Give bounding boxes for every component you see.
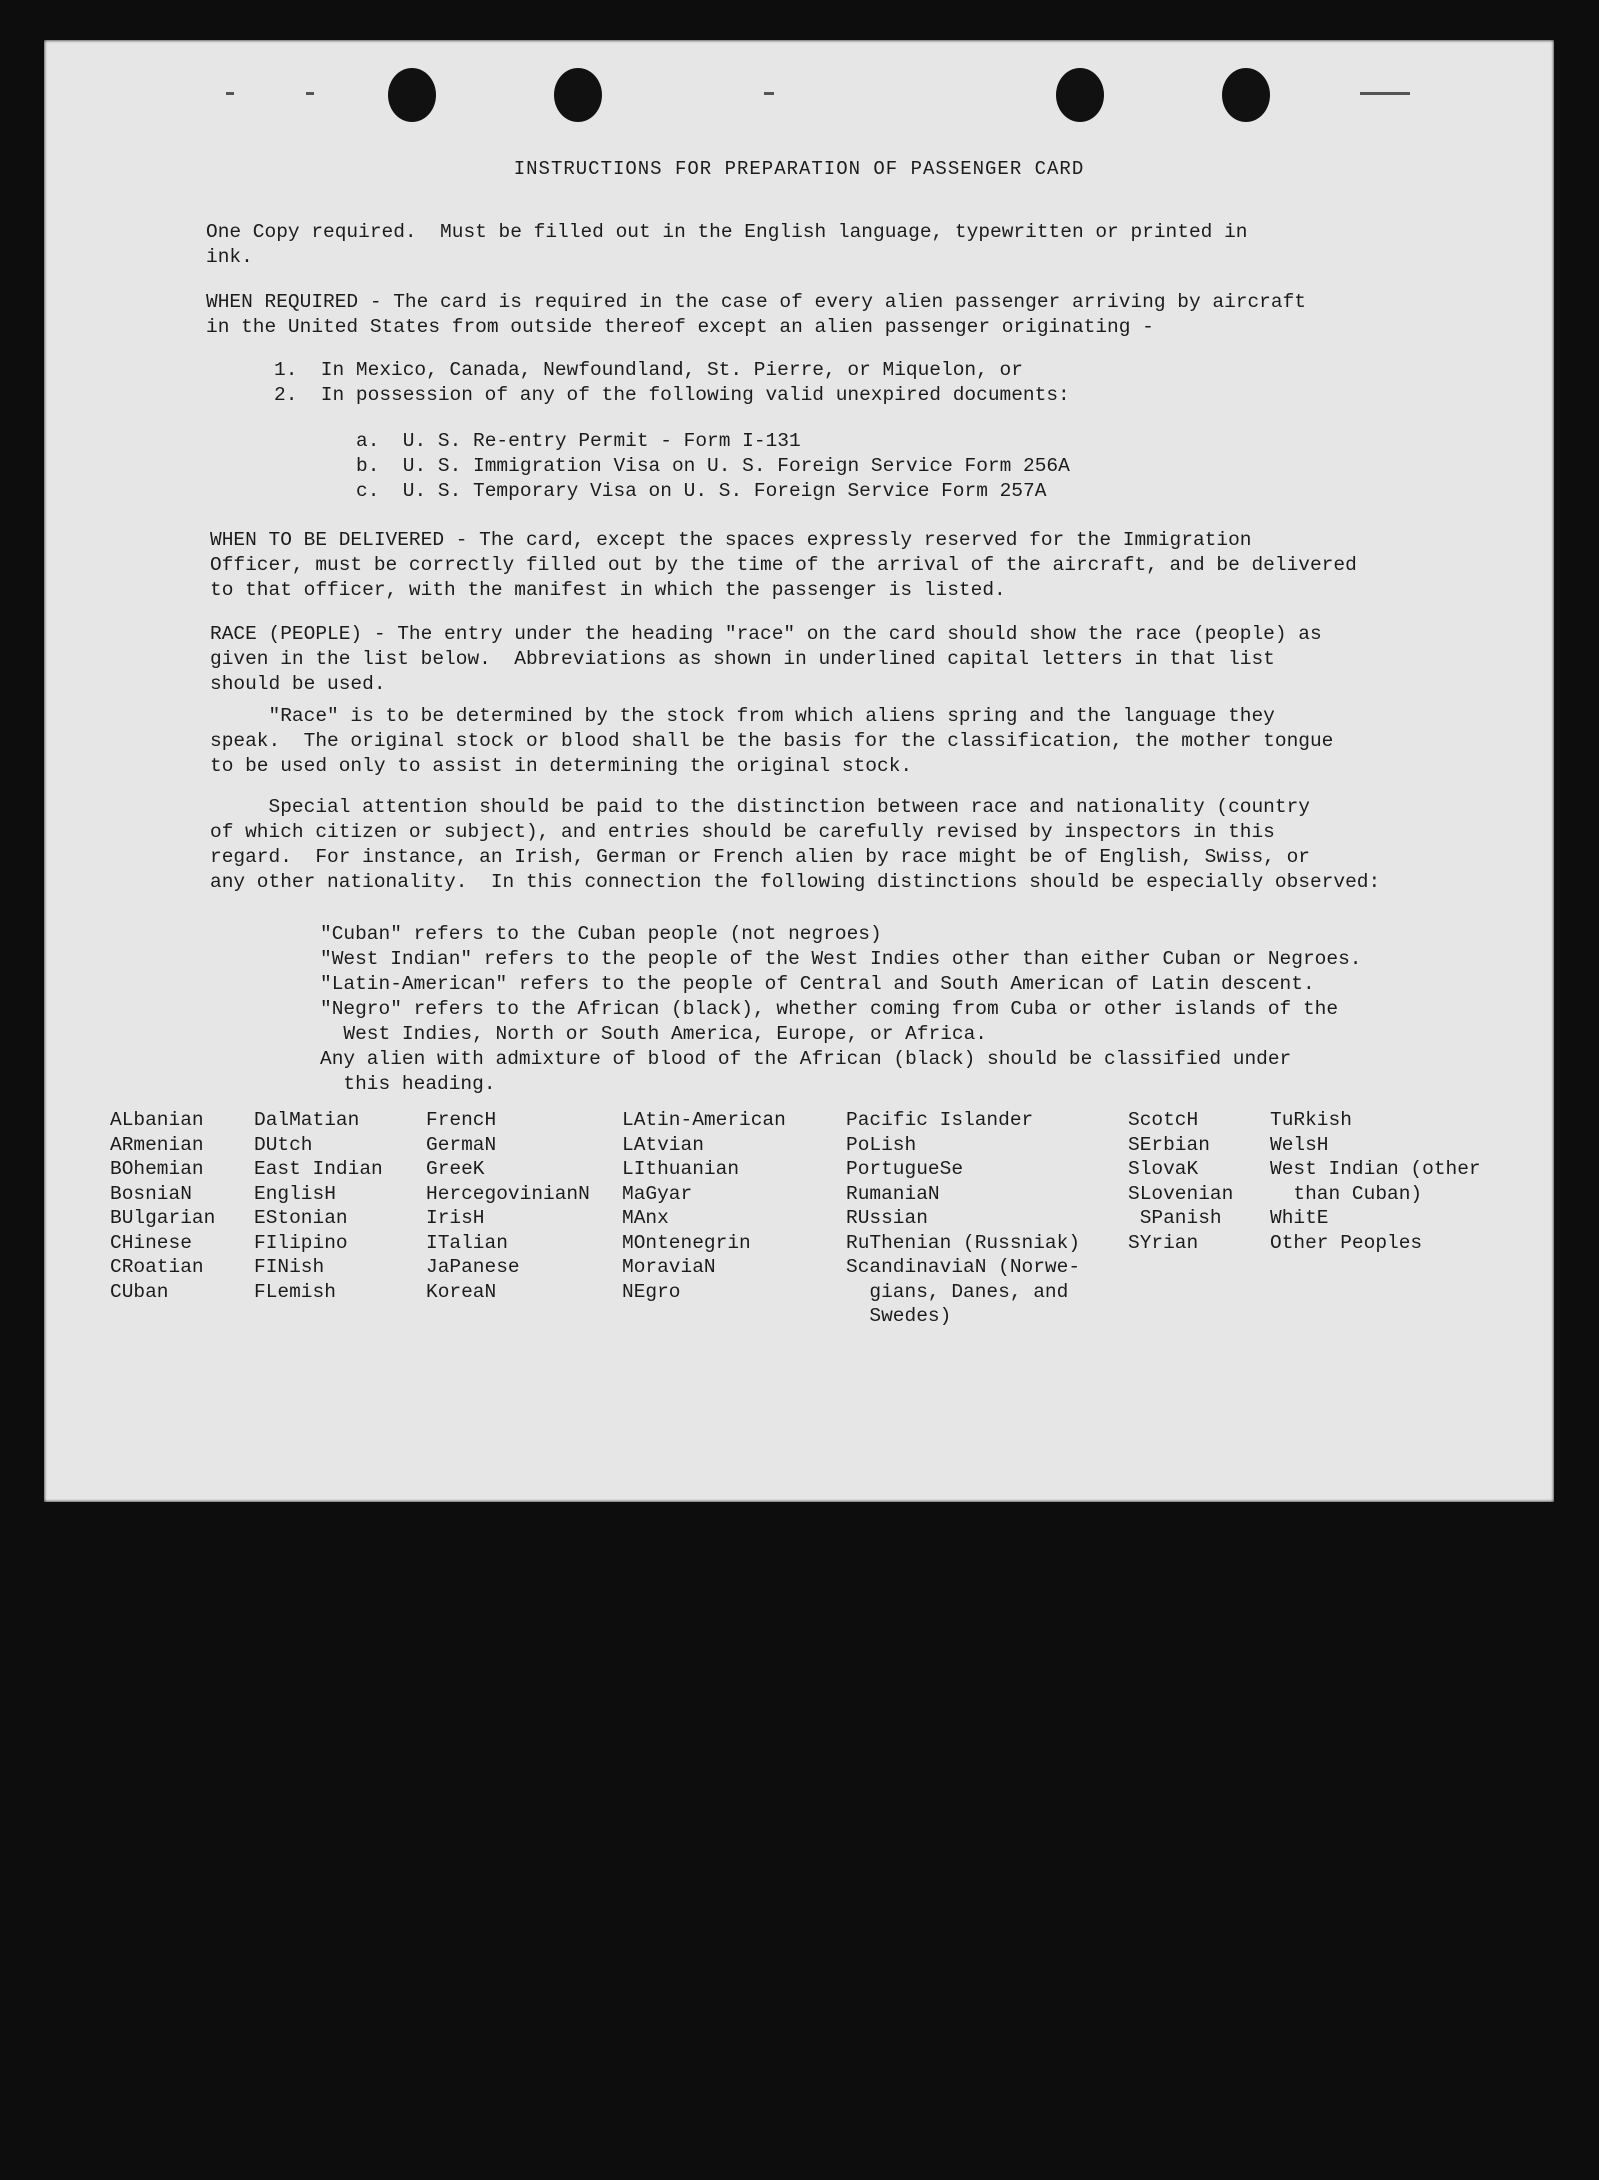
race-entry: MoraviaN bbox=[622, 1256, 716, 1278]
punch-hole bbox=[388, 68, 436, 122]
race-column bbox=[1270, 1108, 1481, 1255]
distinctions-list: "Cuban" refers to the Cuban people (not negroes) "West Indian" refers to the people of the West Indies other than either Cuban or Negroes. "Latin-American" refers to the people of Central and South American of Latin descent. "Negro" refers to the African (black), whether coming from Cuba or other islands of the West Indies, North or South America, Europe, or Africa. Any alien with admixture of blood of the African (black) should be classified under this heading. bbox=[320, 923, 1362, 1095]
race-entry: JaPanese bbox=[426, 1256, 520, 1278]
race-entry: East Indian bbox=[254, 1158, 383, 1180]
race-entry: Other Peoples bbox=[1270, 1231, 1423, 1254]
race-entry: LAtvian bbox=[622, 1133, 704, 1156]
race-entry: FLemish bbox=[254, 1280, 336, 1303]
race-entry: FIlipino bbox=[254, 1231, 348, 1254]
race-entry: CHinese bbox=[110, 1231, 192, 1254]
race-entry: ITalian bbox=[426, 1231, 508, 1254]
race-entry: SYrian bbox=[1128, 1231, 1199, 1254]
race-entry: ScotcH bbox=[1128, 1109, 1199, 1131]
punch-hole bbox=[554, 68, 602, 122]
punch-hole bbox=[1056, 68, 1104, 122]
race-entry: ALbanian bbox=[110, 1109, 204, 1131]
origin-conditions-list: 1. In Mexico, Canada, Newfoundland, St. Pierre, or Miquelon, or 2. In possession of any of the following valid unexpired documents: bbox=[274, 359, 1070, 406]
race-entry: FrencH bbox=[426, 1109, 497, 1131]
documents-list: a. U. S. Re-entry Permit - Form I-131 b. U. S. Immigration Visa on U. S. Foreign Service Form 256A c. U. S. Temporary Visa on U. S. Foreign Service Form 257A bbox=[356, 430, 1070, 502]
race-entry: EStonian bbox=[254, 1207, 348, 1229]
race-definition-paragraph: "Race" is to be determined by the stock from which aliens spring and the language they speak. The original stock or blood shall be the basis for the classification, the mother tongue to be used only to assist in determining the original stock. bbox=[210, 705, 1334, 777]
punch-mark bbox=[764, 92, 774, 95]
race-entry: FINish bbox=[254, 1256, 325, 1278]
race-entry: GreeK bbox=[426, 1158, 485, 1180]
punch-mark bbox=[226, 92, 234, 95]
race-entry: MaGyar bbox=[622, 1182, 693, 1205]
race-entry: RumaniaN bbox=[846, 1182, 940, 1205]
race-people-paragraph: RACE (PEOPLE) - The entry under the heading "race" on the card should show the race (people) as given in the list below. Abbreviations as shown in underlined capital letters in that list should be used. bbox=[210, 623, 1322, 695]
race-entry: TuRkish bbox=[1270, 1109, 1352, 1131]
punch-mark bbox=[1360, 92, 1410, 95]
race-entry: WelsH bbox=[1270, 1133, 1329, 1156]
race-entry: SlovaK bbox=[1128, 1158, 1199, 1180]
race-entry: KoreaN bbox=[426, 1280, 497, 1303]
race-entry: DalMatian bbox=[254, 1109, 360, 1131]
race-entry: NEgro bbox=[622, 1280, 681, 1303]
race-entry: MAnx bbox=[622, 1207, 669, 1229]
when-required-paragraph: WHEN REQUIRED - The card is required in the case of every alien passenger arriving by aircraft in the United States from outside thereof except an alien passenger originating - bbox=[206, 291, 1306, 338]
race-entry: BOhemian bbox=[110, 1158, 204, 1180]
race-entry: SPanish bbox=[1128, 1207, 1222, 1229]
race-entry: West Indian (other bbox=[1270, 1158, 1481, 1180]
race-entry: EnglisH bbox=[254, 1182, 336, 1205]
race-entry: than Cuban) bbox=[1270, 1182, 1423, 1205]
punch-mark bbox=[306, 92, 314, 95]
race-entry: CUban bbox=[110, 1280, 169, 1303]
when-delivered-paragraph: WHEN TO BE DELIVERED - The card, except the spaces expressly reserved for the Immigration Officer, must be correctly filled out by the time of the arrival of the aircraft, and be delivered to that officer, with the manifest in which the passenger is listed. bbox=[210, 529, 1357, 601]
race-entry: LIthuanian bbox=[622, 1158, 740, 1180]
race-column bbox=[846, 1108, 1080, 1329]
race-entry: BUlgarian bbox=[110, 1207, 216, 1229]
race-column bbox=[1128, 1108, 1233, 1255]
punch-hole bbox=[1222, 68, 1270, 122]
race-column bbox=[622, 1108, 786, 1304]
race-entry: CRoatian bbox=[110, 1256, 204, 1278]
race-entry: gians, Danes, and bbox=[846, 1280, 1069, 1303]
race-column bbox=[110, 1108, 215, 1304]
page-title: INSTRUCTIONS FOR PREPARATION OF PASSENGER CARD bbox=[513, 158, 1085, 180]
race-entry: Pacific Islander bbox=[846, 1109, 1034, 1131]
intro-paragraph: One Copy required. Must be filled out in the English language, typewritten or printed in ink. bbox=[206, 221, 1248, 268]
race-entry: PoLish bbox=[846, 1133, 917, 1156]
race-entry: GermaN bbox=[426, 1133, 497, 1156]
race-column bbox=[426, 1108, 590, 1304]
race-entry: BosniaN bbox=[110, 1182, 192, 1205]
race-entry: Swedes) bbox=[846, 1305, 952, 1327]
race-entry: RuThenian (Russniak) bbox=[846, 1231, 1081, 1254]
race-entry: RUssian bbox=[846, 1207, 928, 1229]
race-entry: DUtch bbox=[254, 1133, 313, 1156]
race-entry: SLovenian bbox=[1128, 1182, 1234, 1205]
race-entry: WhitE bbox=[1270, 1207, 1329, 1229]
race-entry: ARmenian bbox=[110, 1133, 204, 1156]
race-entry: LAtin-American bbox=[622, 1109, 786, 1131]
special-attention-paragraph: Special attention should be paid to the distinction between race and nationality (country of which citizen or subject), and entries should be carefully revised by inspectors in this regard. For instance, an Irish, German or French alien by race might be of English, Swiss, or any other nationality. In this connection the following distinctions should be especially observed: bbox=[210, 796, 1381, 893]
race-column bbox=[254, 1108, 383, 1304]
race-entry: PortugueSe bbox=[846, 1158, 964, 1180]
race-entry: HercegovinianN bbox=[426, 1182, 590, 1205]
race-entry: SErbian bbox=[1128, 1133, 1210, 1156]
race-entry: ScandinaviaN (Norwe- bbox=[846, 1256, 1081, 1278]
race-entry: IrisH bbox=[426, 1207, 485, 1229]
race-entry: MOntenegrin bbox=[622, 1231, 751, 1254]
